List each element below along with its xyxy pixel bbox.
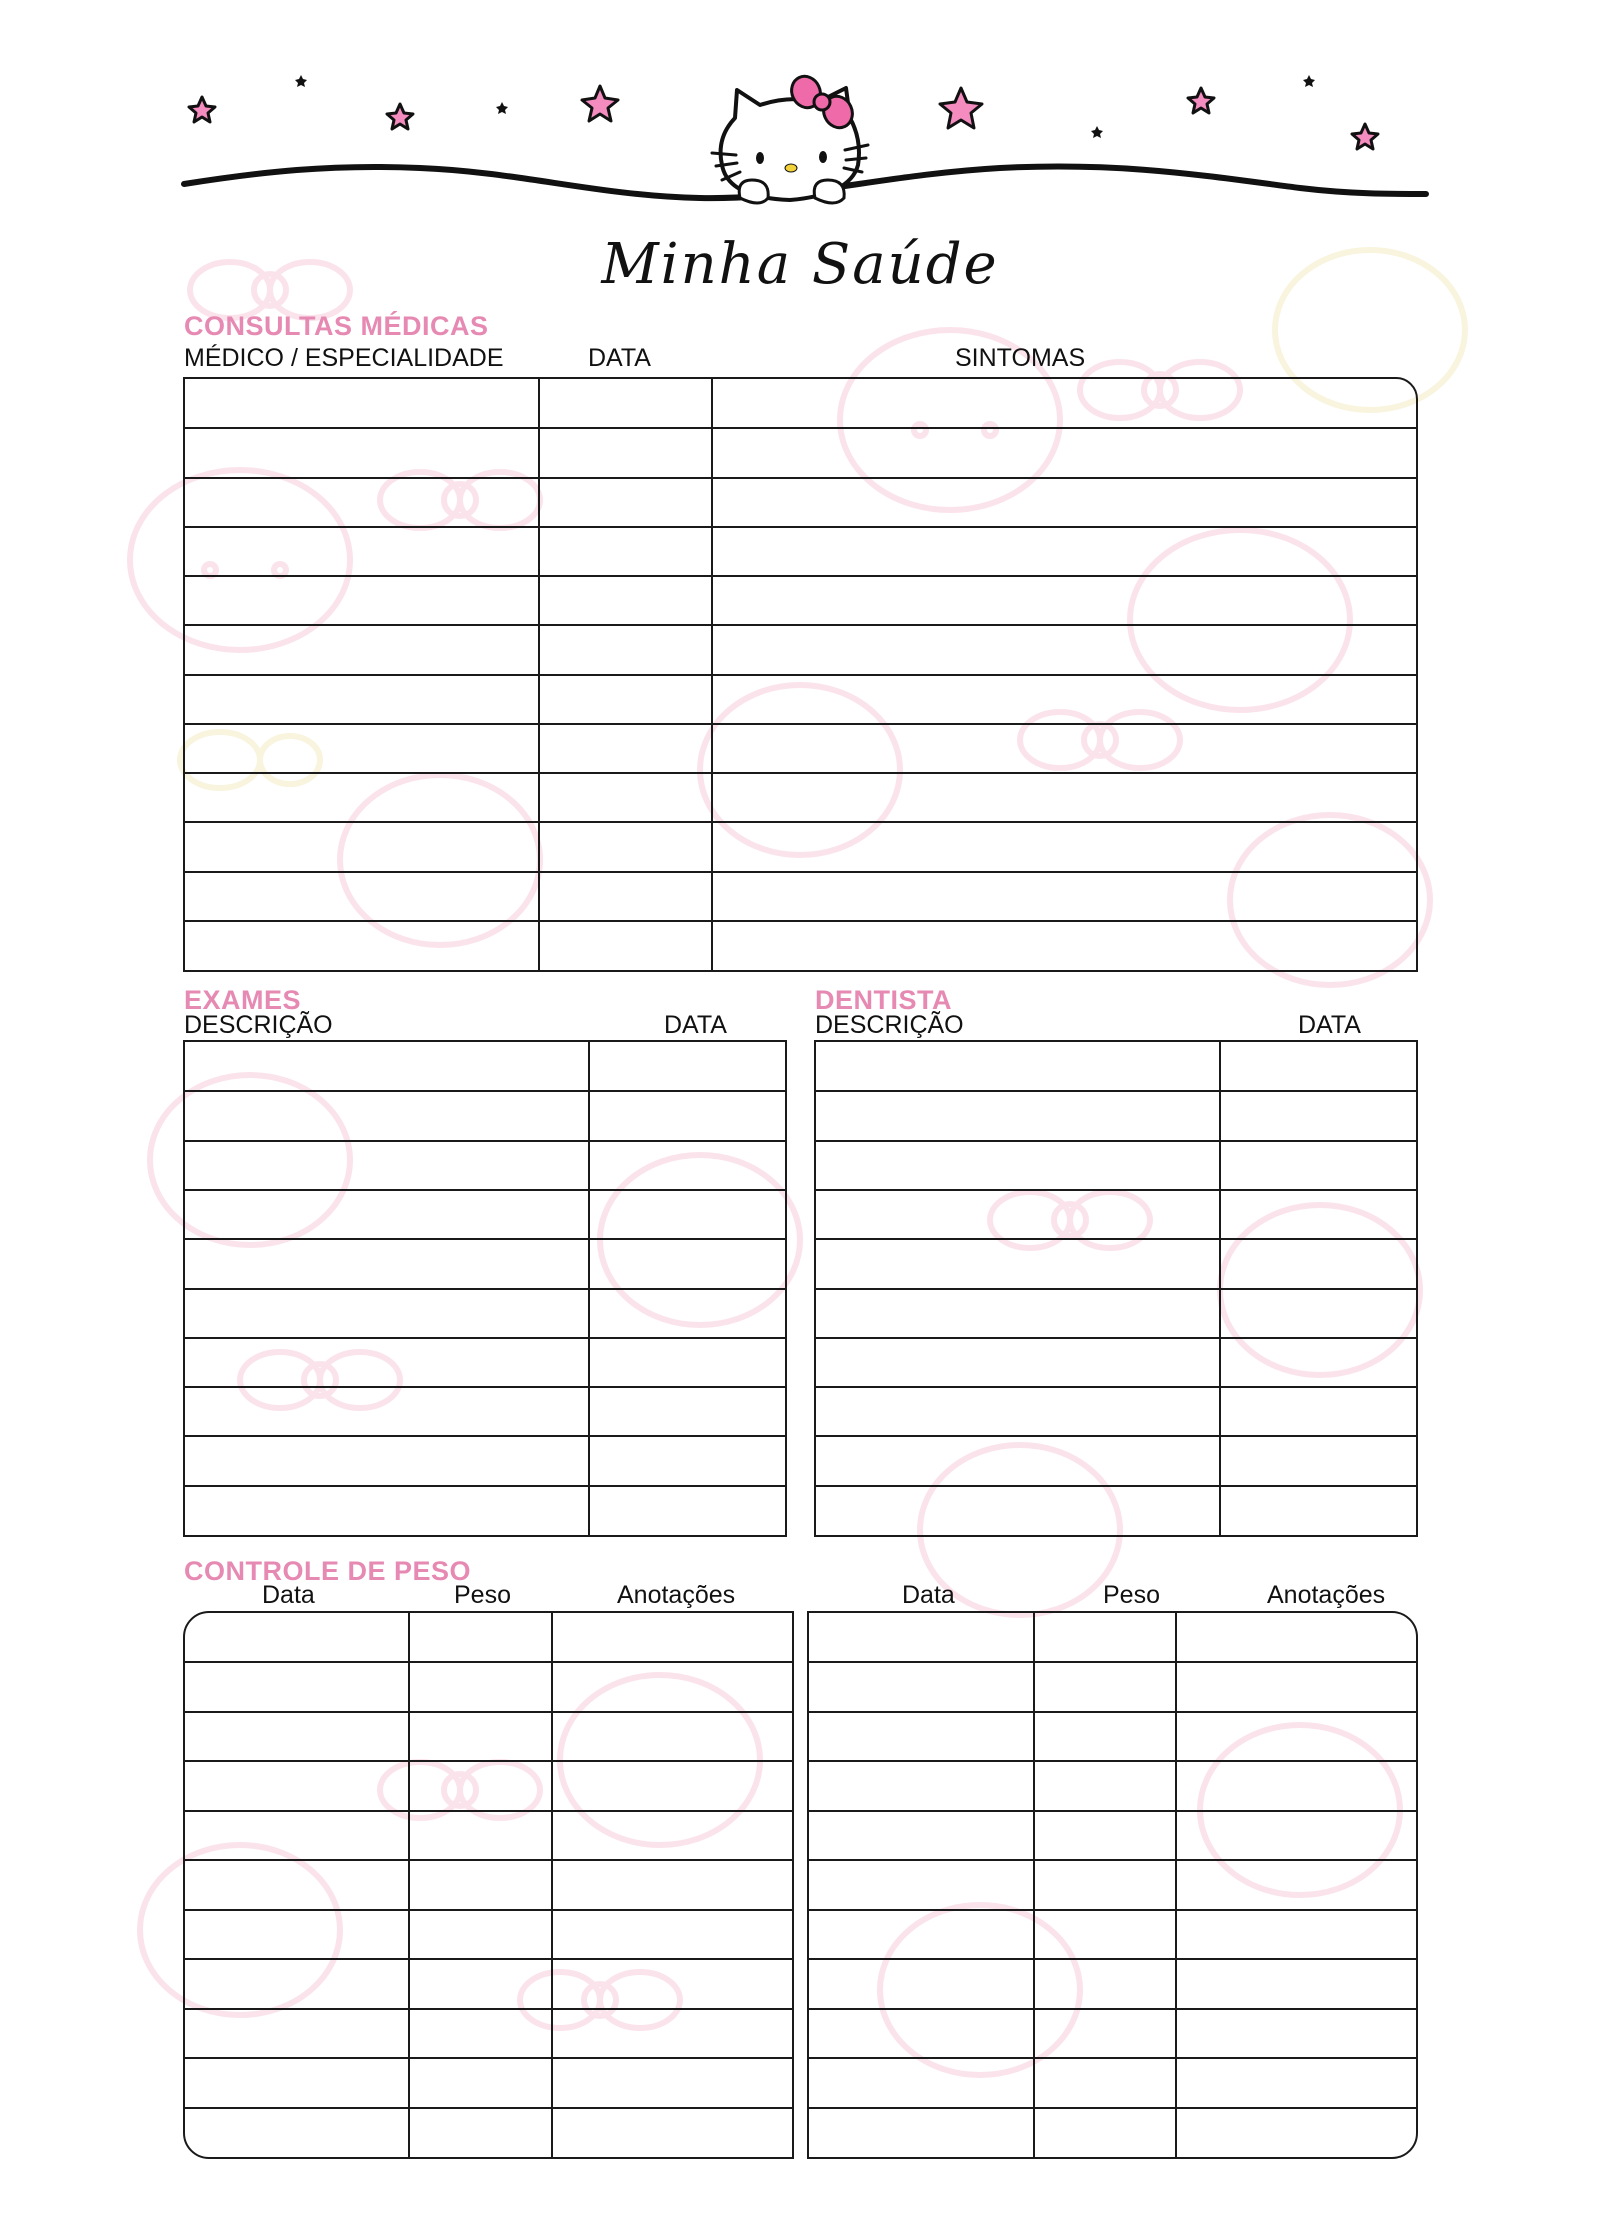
table-cell[interactable] [185, 1042, 588, 1091]
table-cell[interactable] [408, 2009, 551, 2058]
table-cell[interactable] [711, 724, 1416, 773]
star-icon [1352, 124, 1378, 149]
table-cell[interactable] [711, 527, 1416, 576]
table-cell[interactable] [1033, 1811, 1175, 1860]
table-cell[interactable] [1033, 1712, 1175, 1761]
table-cell[interactable] [185, 576, 538, 625]
table-cell[interactable] [711, 576, 1416, 625]
table-cell[interactable] [809, 2009, 1033, 2058]
table-cell[interactable] [408, 1811, 551, 1860]
column-header-anotacoes: Anotações [1267, 1581, 1386, 1609]
table-cell[interactable] [185, 773, 538, 822]
exames-table [183, 1040, 787, 1537]
table-cell[interactable] [809, 2058, 1033, 2107]
table-cell[interactable] [809, 2108, 1033, 2157]
table-cell[interactable] [1033, 1613, 1175, 1662]
table-cell[interactable] [185, 822, 538, 871]
table-cell[interactable] [1175, 1910, 1416, 1959]
table-cell[interactable] [408, 1613, 551, 1662]
table-cell[interactable] [538, 724, 711, 773]
table-cell[interactable] [711, 478, 1416, 527]
table-cell[interactable] [816, 1387, 1219, 1436]
table-cell[interactable] [1033, 1761, 1175, 1810]
table-cell[interactable] [816, 1436, 1219, 1485]
table-cell[interactable] [1219, 1141, 1416, 1190]
table-cell[interactable] [1219, 1436, 1416, 1485]
table-cell[interactable] [711, 872, 1416, 921]
table-cell[interactable] [551, 1662, 792, 1711]
table-cell[interactable] [816, 1338, 1219, 1387]
table-cell[interactable] [185, 1761, 408, 1810]
table-cell[interactable] [185, 1436, 588, 1485]
table-cell[interactable] [185, 2058, 408, 2107]
table-cell[interactable] [711, 822, 1416, 871]
table-cell[interactable] [408, 1662, 551, 1711]
table-cell[interactable] [809, 1712, 1033, 1761]
table-cell[interactable] [551, 1613, 792, 1662]
table-cell[interactable] [185, 872, 538, 921]
table-cell[interactable] [185, 478, 538, 527]
table-cell[interactable] [538, 921, 711, 970]
table-cell[interactable] [551, 2108, 792, 2157]
table-cell[interactable] [551, 1761, 792, 1810]
table-cell[interactable] [185, 1091, 588, 1140]
consultas-table [183, 377, 1418, 972]
table-cell[interactable] [408, 1860, 551, 1909]
table-cell[interactable] [816, 1042, 1219, 1091]
table-cell[interactable] [185, 724, 538, 773]
table-cell[interactable] [1219, 1289, 1416, 1338]
column-header-data: Data [902, 1581, 955, 1609]
star-icon [189, 97, 215, 122]
table-cell[interactable] [185, 527, 538, 576]
column-header-data: DATA [664, 1011, 727, 1039]
column-header-descricao: DESCRIÇÃO [184, 1011, 333, 1039]
table-cell[interactable] [711, 675, 1416, 724]
table-cell[interactable] [816, 1091, 1219, 1140]
table-cell[interactable] [1033, 1662, 1175, 1711]
table-cell[interactable] [185, 1239, 588, 1288]
column-header-anotacoes: Anotações [617, 1581, 736, 1609]
table-cell[interactable] [1219, 1387, 1416, 1436]
table-cell[interactable] [185, 1860, 408, 1909]
table-cell[interactable] [538, 576, 711, 625]
table-cell[interactable] [551, 2009, 792, 2058]
table-cell[interactable] [1033, 1959, 1175, 2008]
table-cell[interactable] [1175, 1811, 1416, 1860]
star-icon [940, 88, 982, 128]
star-icon [387, 104, 413, 129]
table-cell[interactable] [538, 625, 711, 674]
table-cell[interactable] [538, 773, 711, 822]
table-cell[interactable] [185, 2009, 408, 2058]
table-cell[interactable] [816, 1289, 1219, 1338]
table-cell[interactable] [185, 1289, 588, 1338]
table-cell[interactable] [816, 1239, 1219, 1288]
table-cell[interactable] [816, 1190, 1219, 1239]
table-cell[interactable] [1175, 1662, 1416, 1711]
table-cell[interactable] [185, 675, 538, 724]
column-header-medico: MÉDICO / ESPECIALIDADE [184, 344, 504, 372]
table-cell[interactable] [809, 1613, 1033, 1662]
table-cell[interactable] [551, 2058, 792, 2107]
table-cell[interactable] [588, 1141, 785, 1190]
table-cell[interactable] [588, 1338, 785, 1387]
table-cell[interactable] [1219, 1239, 1416, 1288]
table-cell[interactable] [588, 1190, 785, 1239]
header-decoration [0, 0, 1600, 240]
table-cell[interactable] [816, 1486, 1219, 1535]
table-cell[interactable] [1219, 1338, 1416, 1387]
table-cell[interactable] [588, 1486, 785, 1535]
column-header-data: Data [262, 1581, 315, 1609]
table-cell[interactable] [711, 428, 1416, 477]
table-cell[interactable] [588, 1387, 785, 1436]
table-cell[interactable] [185, 921, 538, 970]
column-header-data: DATA [1298, 1011, 1361, 1039]
table-cell[interactable] [551, 1811, 792, 1860]
table-cell[interactable] [1033, 2108, 1175, 2157]
column-header-peso: Peso [1103, 1581, 1160, 1609]
section-heading-dentista: DENTISTA [815, 985, 952, 1015]
table-cell[interactable] [1033, 2058, 1175, 2107]
table-cell[interactable] [185, 1190, 588, 1239]
table-cell[interactable] [185, 1959, 408, 2008]
table-cell[interactable] [816, 1141, 1219, 1190]
table-cell[interactable] [185, 379, 538, 428]
hello-kitty-icon [712, 72, 868, 203]
table-cell[interactable] [185, 2108, 408, 2157]
table-cell[interactable] [551, 1910, 792, 1959]
table-cell[interactable] [711, 379, 1416, 428]
table-cell[interactable] [538, 428, 711, 477]
page-title: Minha Saúde [601, 232, 999, 297]
table-cell[interactable] [185, 1486, 588, 1535]
table-cell[interactable] [1033, 1910, 1175, 1959]
table-cell[interactable] [185, 1613, 408, 1662]
table-cell[interactable] [408, 1712, 551, 1761]
table-cell[interactable] [185, 625, 538, 674]
table-cell[interactable] [185, 1338, 588, 1387]
table-cell[interactable] [1219, 1042, 1416, 1091]
table-cell[interactable] [551, 1712, 792, 1761]
table-cell[interactable] [185, 1662, 408, 1711]
column-header-descricao: DESCRIÇÃO [815, 1011, 964, 1039]
table-cell[interactable] [1175, 1959, 1416, 2008]
table-cell[interactable] [1175, 1613, 1416, 1662]
table-cell[interactable] [1175, 1761, 1416, 1810]
table-cell[interactable] [538, 822, 711, 871]
star-icon [1091, 126, 1103, 138]
table-cell[interactable] [538, 478, 711, 527]
table-cell[interactable] [588, 1091, 785, 1140]
table-cell[interactable] [538, 379, 711, 428]
section-heading-peso: CONTROLE DE PESO [184, 1556, 472, 1586]
table-cell[interactable] [1175, 1712, 1416, 1761]
table-cell[interactable] [408, 2108, 551, 2157]
table-cell[interactable] [551, 1959, 792, 2008]
table-cell[interactable] [809, 1811, 1033, 1860]
table-cell[interactable] [185, 1141, 588, 1190]
table-cell[interactable] [1219, 1091, 1416, 1140]
table-cell[interactable] [1175, 2108, 1416, 2157]
peso-table-left [183, 1611, 794, 2159]
table-cell[interactable] [1219, 1486, 1416, 1535]
table-cell[interactable] [809, 1662, 1033, 1711]
peso-table-right [807, 1611, 1418, 2159]
column-header-sintomas: SINTOMAS [955, 344, 1086, 372]
table-cell[interactable] [711, 921, 1416, 970]
column-header-peso: Peso [454, 1581, 511, 1609]
table-cell[interactable] [408, 1761, 551, 1810]
table-cell[interactable] [185, 428, 538, 477]
table-cell[interactable] [1033, 2009, 1175, 2058]
star-icon [496, 102, 508, 114]
table-cell[interactable] [1033, 1860, 1175, 1909]
table-cell[interactable] [538, 675, 711, 724]
table-cell[interactable] [809, 1959, 1033, 2008]
table-cell[interactable] [408, 2058, 551, 2107]
table-cell[interactable] [185, 1712, 408, 1761]
section-heading-exames: EXAMES [184, 985, 302, 1015]
star-icon [1303, 75, 1315, 87]
section-heading-consultas: CONSULTAS MÉDICAS [184, 311, 489, 341]
star-icon [582, 86, 618, 121]
table-cell[interactable] [1219, 1190, 1416, 1239]
dentista-table [814, 1040, 1418, 1537]
table-cell[interactable] [1175, 1860, 1416, 1909]
star-icon [295, 75, 307, 87]
table-cell[interactable] [185, 1910, 408, 1959]
table-cell[interactable] [538, 872, 711, 921]
table-cell[interactable] [408, 1959, 551, 2008]
table-cell[interactable] [588, 1436, 785, 1485]
table-cell[interactable] [408, 1910, 551, 1959]
table-cell[interactable] [1175, 2058, 1416, 2107]
table-cell[interactable] [809, 1910, 1033, 1959]
table-cell[interactable] [1175, 2009, 1416, 2058]
table-cell[interactable] [588, 1042, 785, 1091]
table-cell[interactable] [185, 1387, 588, 1436]
table-cell[interactable] [809, 1860, 1033, 1909]
table-cell[interactable] [711, 625, 1416, 674]
star-icon [1188, 88, 1214, 113]
column-header-data: DATA [588, 344, 651, 372]
table-cell[interactable] [588, 1239, 785, 1288]
table-cell[interactable] [809, 1761, 1033, 1810]
table-cell[interactable] [185, 1811, 408, 1860]
table-cell[interactable] [538, 527, 711, 576]
table-cell[interactable] [551, 1860, 792, 1909]
table-cell[interactable] [588, 1289, 785, 1338]
table-cell[interactable] [711, 773, 1416, 822]
